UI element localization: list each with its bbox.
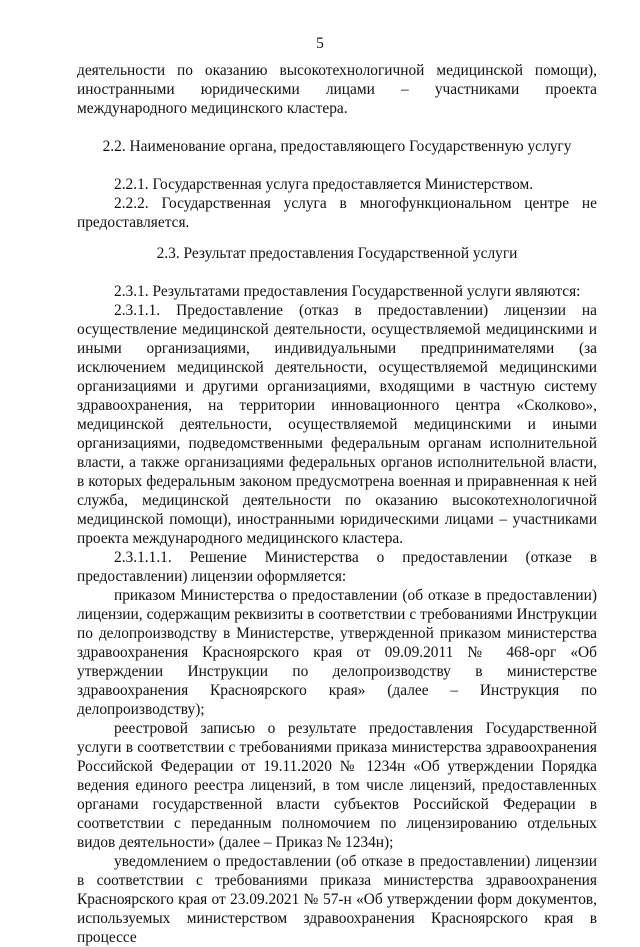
section-heading-2-3: 2.3. Результат предоставления Государственной услуги xyxy=(156,245,518,262)
paragraph-2-2-1: 2.2.1. Государственная услуга предоставляется Министерством. xyxy=(114,176,534,193)
paragraph-2-2-2: 2.2.2. Государственная услуга в многофункциональном центре не предоставляется. xyxy=(77,195,597,231)
paragraph-continuation: деятельности по оказанию высокотехнологичной медицинской помощи), иностранными юридическими лицами – участниками проекта международного медицинского кластера. xyxy=(77,62,597,117)
page-number: 5 xyxy=(316,35,324,52)
section-heading-2-2: 2.2. Наименование органа, предоставляющего Государственную услугу xyxy=(102,138,572,155)
paragraph-2-3-1-1: 2.3.1.1. Предоставление (отказ в предоставлении) лицензии на осуществление медицинской деятельности, осуществляемой медицинскими и иными организациями, индивидуальными предпринимателями (за исключением медицинской деятельности, осуществляемой медицинскими организациями и другими организациями, входящими в частную систему здравоохранения, на территории инновационного центра «Сколково», медицинской деятельности, осуществляемой медицинскими и иными организациями, подведомственными федеральным органам исполнительной власти, а также организациями федеральных органов исполнительной власти, в которых федеральным законом предусмотрена военная и приравненная к ней служба, медицинской деятельности по оказанию высокотехнологичной медицинской помощи), иностранными юридическими лицами – участниками проекта международного медицинского кластера. xyxy=(77,302,597,547)
paragraph-order: приказом Министерства о предоставлении (об отказе в предоставлении) лицензии, содержащим реквизиты в соответствии с требованиями Инструкции по делопроизводству в Министерстве, утвержденной приказом министерства здравоохранения Красноярского края от 09.09.2011 № 468-орг «Об утверждении Инструкции по делопроизводству в министерстве здравоохранения Красноярского края» (далее – Инструкция по делопроизводству); xyxy=(77,587,597,718)
paragraph-2-3-1: 2.3.1. Результатами предоставления Государственной услуги являются: xyxy=(114,283,581,300)
paragraph-registry: реестровой записью о результате предоставления Государственной услуги в соответствии с требованиями приказа министерства здравоохранения Российской Федерации от 19.11.2020 № 1234н «Об утверждении Порядка ведения единого реестра лицензий, в том числе лицензий, предоставленных органами государственной власти субъектов Российской Федерации в соответствии с переданным полномочием по лицензированию отдельных видов деятельности» (далее – Приказ № 1234н); xyxy=(77,720,597,851)
document-body xyxy=(77,61,597,947)
paragraph-2-3-1-1-1: 2.3.1.1.1. Решение Министерства о предоставлении (отказе в предоставлении) лицензии оформляется: xyxy=(77,549,597,585)
paragraph-notice: уведомлением о предоставлении (об отказе в предоставлении) лицензии в соответствии с требованиями приказа министерства здравоохранения Красноярского края от 23.09.2021 № 57-н «Об утверждении форм документов, используемых министерством здравоохранения Красноярского края в процессе xyxy=(77,853,597,946)
